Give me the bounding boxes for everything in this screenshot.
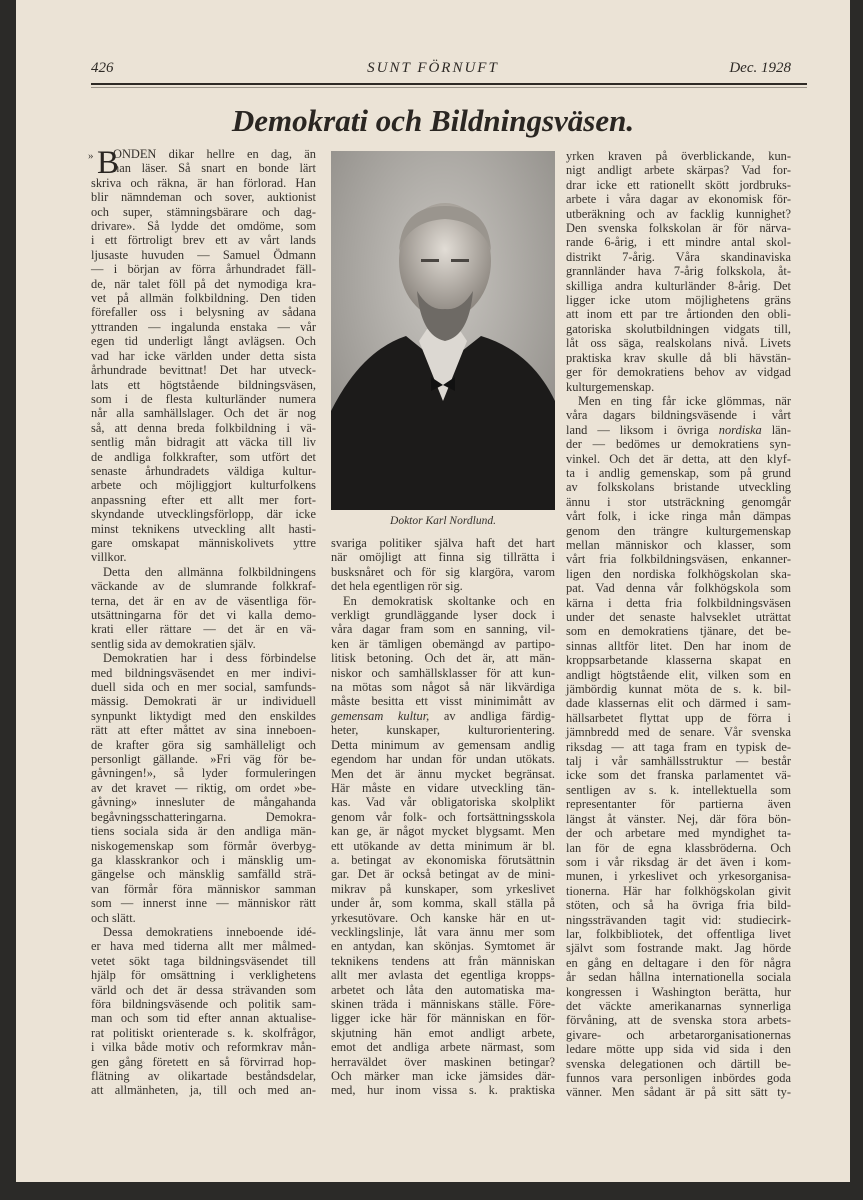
text-line: icke som det franska parlamentet vä- [566,768,791,783]
text-line: flätning av olikartade beståndsdelar, [91,1069,316,1083]
text-line: rätt att efter måttet av sina inneboen- [91,723,316,738]
text-line: blir nämndeman och sover, auktionist [91,190,316,205]
text-line: ligger icke här för människan en för- [331,1011,555,1026]
text-line: det väckte amerikanarnas synnerliga [566,998,791,1013]
header-rule-thin [91,87,807,88]
text-line: som i vår riksdag är det även i kom- [566,854,791,869]
text-line: mässig. Demokrati är ur individuell [91,694,316,709]
text-line: Detta den allmänna folkbildningens [103,564,316,579]
text-line: synpunkt liktydigt med den enskildes [91,708,316,723]
text-line: busksnåret och för sig klargöra, varom [331,564,555,579]
text-line: begåvningsschatteringarna. Demokra- [91,809,316,824]
text-line: — i början av förra århundradet fäll- [91,262,316,277]
journal-title: SUNT FÖRNUFT [367,60,499,76]
text-line: genom den trängre kulturgemenskap [566,523,791,538]
text-line: duell sida och en mer social, samfunds- [91,680,316,695]
text-line: anpassning efter ett allt mer fort- [91,492,316,507]
text-line: med, hur inom vissa s. k. praktiska [331,1083,555,1098]
text-line: de, när talet föll på det nymodiga kra- [91,276,316,291]
text-line: svenska delegationen och därtill be- [566,1056,791,1071]
text-line: gare omskapat människolivets yttre [91,535,316,550]
text-line: kongressen i Washington berätta, hur [566,984,791,999]
text-line: ga klasskrankor och i mänsklig um- [91,852,316,867]
text-line: niskogemenskap som förmår överbyg- [91,838,316,853]
text-line: sinnas alltför litet. Den har inom de [566,638,791,653]
text-line: med bildningsväsendet en mer indivi- [91,665,316,680]
text-line: funnos vara personligen inbördes goda [566,1071,791,1085]
text-line: som i de flesta kulturländer numera [91,391,316,406]
text-line: niskor och samhällsklasser för att kun- [331,665,555,680]
page-number: 426 [91,60,114,76]
text-line: väckande av de slumrande folkkraf- [91,579,316,594]
text-line: man och som tid efter annan aktualise- [91,1011,316,1026]
text-line: arbete och möjliggjort kulturfolkens [91,478,316,493]
text-line: personligt gällande. »Fri väg för be- [91,752,316,767]
text-line: de krafter göra sig samhälleligt och [91,737,316,752]
text-line: der och arbetare med myndighet ta- [566,826,791,841]
text-line: vänner. Men sådant är på sitt sätt ty- [566,1085,791,1100]
text-line: talj i vår samhällsstruktur — består [566,754,791,769]
text-line: gåvning» innesluter de mångahanda [91,795,316,810]
text-line: stöten, och så ha övriga fria bild- [566,898,791,913]
text-line: herraväldet över maskinen betingar? [331,1054,555,1069]
text-segment: län- [761,422,791,437]
text-line: måste besitta ett visst minimimått av [331,694,555,709]
text-line: yrkesutövare. Och kanske här en ut- [331,910,555,925]
text-line: skjutning hän emot andligt arbete, [331,1025,555,1040]
text-line: teknikens tendens att från människan [331,953,555,968]
issue-date: Dec. 1928 [729,60,791,76]
text-line: hällsarbetet flyttat upp de förra i [566,710,791,725]
text-line: dade klassernas elit och därmed i sam- [566,696,791,711]
text-line: riksdag — att taga fram en typisk de- [566,739,791,754]
text-line: villkor. [91,550,127,565]
text-line: och super, stämningsbärare och dag- [91,204,316,219]
text-line: senaste århundradets väldiga kultur- [91,463,316,478]
text-line: genom vår folk- och fortsättningsskola [331,809,555,824]
text-line: Dessa demokratiens inneboende idé- [103,924,316,939]
text-line: så, att denna breda folkbildning i vä- [91,420,316,435]
text-line: gängelse och mänsklig samfälld strä- [91,867,316,882]
emphasized-text: nordiska [718,422,762,437]
text-line: längst åt vänster. Nej, där föra bön- [566,811,791,826]
text-line: år sedan hållna internationella sociala [566,970,791,985]
text-line: vad har icke världen under detta sista [91,348,316,363]
text-line: andligt högtstående elit, vilken som en [566,667,791,682]
text-line: värld och det är dessa strävanden som [91,982,316,997]
text-line: grannländer hava 7-årig folkskola, åt- [566,264,791,279]
text-line: han läser. Så snart en bonde lärt [113,161,316,176]
text-line: a. betingat av ekonomiska förutsättnin [331,852,555,867]
magazine-page [16,0,850,1182]
text-line: sentlig mån bidragit att väcka till liv [91,435,316,450]
text-line: når alla samhällslager. Och det är nog [91,406,316,421]
text-line: våra dagar fram som en sanning, vil- [331,622,555,637]
text-line: tionerna. Här har folkhögskolan givit [566,883,791,898]
text-line: i ett förtroligt brev ett av vårt lands [91,233,316,248]
text-line: mellan människor och klasser, som [566,537,791,552]
text-line: vårt fria folkbildningsväsen, enkanner- [566,552,791,567]
text-column-1 [88,145,316,1098]
text-line: pat. Vad denna vår folkhögskola som [566,581,791,596]
text-line: våra dagars bildningsväsende i vårt [566,408,791,423]
text-line: minst teknikens utveckling allt hasti- [91,521,316,536]
text-line: som — innerst inne — människor rätt [91,896,316,911]
text-line: munen, i yrkeslivet och yrkesorganisa- [566,869,791,884]
text-segment: av andliga färdig- [429,708,555,723]
text-line: kärna i detta fria folkbildningsväsen [566,595,791,610]
text-line: ligger icke utom möjlighetens gräns [566,293,791,308]
text-line: kan ge, är något mycket blygsamt. Men [331,824,555,839]
text-line: förvåning, att de svenska stora arbets- [566,1013,791,1028]
text-line: van förmår föra människor samman [91,881,316,896]
text-line: en gång en deltagare i den för några [566,955,791,970]
text-line: egendom har undan för undan utökats. [331,752,555,767]
text-line: heter, kunskaper, kulturorientering. [331,723,555,738]
text-line [331,709,555,723]
text-line: Demokratien har i dess förbindelse [103,651,316,666]
text-line: ningssträvanden tagit vid: studiecirk- [566,912,791,927]
text-line: krati eller rättare — det är en vä- [91,622,316,637]
text-line: svariga politiker själva haft det hart [331,536,555,550]
text-line: na mötas som något så när likvärdiga [331,680,555,695]
text-line: praktiska krav skulle då bli hävstän- [566,350,791,365]
text-line: kas. Vad vår obligatoriska skolplikt [331,795,555,810]
text-line: vårt folk, i icke ringa mån dämpas [566,509,791,524]
text-line: lar, folkbibliotek, det offentliga livet [566,926,791,941]
text-line: vecklingslinje, låt vara ännu mer som [331,924,555,939]
text-line: jämnbredd med de senare. Vår svenska [566,725,791,740]
text-line: lan för de egna klassbröderna. Och [566,840,791,855]
text-line: ONDEN dikar hellre en dag, än [113,147,316,161]
text-line: låt oss säga, realskolans nivå. Livets [566,336,791,351]
text-line: det hela egentligen rör sig. [331,579,463,594]
text-line: ligen den nordiska folkhögskolan ska- [566,566,791,581]
text-line: vet på allmän folkbildning. Den tiden [91,291,316,306]
text-line: och slätt. [91,910,136,925]
header-rule [91,83,807,85]
text-line: kroppsarbetande klasserna skapat en [566,653,791,668]
text-line: Den svenska folkskolan är för närva- [566,221,791,236]
text-line: utberäkning och av facklig kunnighet? [566,206,791,221]
text-line: självt som fostrande makt. Jag hörde [566,941,791,956]
text-line: skilliga andra kulturländer 8-årig. Det [566,278,791,293]
text-line: lats ett högtstående bildningsväsen, [91,377,316,392]
text-line: Men det är ännu mycket begränsat. [331,766,555,781]
text-line: drar icke ett rationellt skött jordbruks- [566,177,791,192]
text-line: hjälp för omsättning i verklighetens [91,968,316,983]
text-line: förefaller oss i belysning av sådana [91,305,316,320]
text-line: gatoriska skolutbildningen vidgats till, [566,321,791,336]
text-line: ännu i stor utsträckning genomgår [566,494,791,509]
text-line: allt mer avlasta det egentliga kropps- [331,968,555,983]
text-line: jämbördig kunnat möta de s. k. bil- [566,682,791,697]
text-line: kulturgemenskap. [566,379,655,394]
text-line: Här måste en vidare utveckling tän- [331,780,555,795]
text-line: tiens sociala sida är den andliga män- [91,824,316,839]
text-line: rat politiskt orienterade s. k. skolfrågor, [91,1025,316,1040]
text-line: arbetet och låta den automatiska ma- [331,982,555,997]
text-line: arbete i våra dagar av ekonomisk för- [566,192,791,207]
text-line: representanter för partierna även [566,797,791,812]
opening-quote: » [88,150,94,162]
text-line: århundrade bevittnat! Det har utveck- [91,363,316,378]
text-line: skyndande utvecklingsförlopp, där icke [91,507,316,522]
text-line: mikrav på kunskaper, som yrkeslivet [331,881,555,896]
text-line: ett utökande av detta minimum är bl. [331,838,555,853]
article-title: Demokrati och Bildningsväsen. [231,103,635,138]
text-line: ken är tämligen obemängd av partipo- [331,636,555,651]
text-line: utsättningarna för det vi kalla demo- [91,608,316,622]
text-line: gåvningen!», så lyder formuleringen [91,766,316,781]
text-line: i vilka både motiv och reformkrav mån- [91,1040,316,1055]
text-line: skriva och räkna, är han förlorad. Han [91,175,316,190]
text-line: ljusaste huvuden — Samuel Ödmann [91,247,316,262]
text-line: vetet sökt taga bildningsväsendet till [91,953,316,968]
text-line: gen gång företett en så förvirrad hop- [91,1054,316,1069]
text-line: som en demokratiens tjänare, det be- [566,624,791,639]
text-segment: land — liksom i övriga [566,422,719,437]
text-line: vinkel. Och det är detta, att den klyf- [566,451,791,466]
portrait-photo [331,151,555,510]
photo-caption: Doktor Karl Nordlund. [390,515,496,527]
text-line: Detta minimum av gemensam andlig [331,737,555,752]
text-line: yttranden — ingalunda enstaka — vår [91,319,316,334]
text-line: gar. Det är också betingat av de mini- [331,867,555,882]
text-line: egen tid underligt långt avlägsen. Och [91,334,316,349]
text-line: av det kravet — riktig, om ordet »be- [91,780,316,795]
text-line: under det senaste halvseklet uträttat [566,610,791,624]
text-line: att inom ett par tre årtionden den obli- [566,307,791,322]
text-column-3 [566,149,791,1100]
text-line: föra bildningsväsende och politik sam- [91,996,316,1011]
text-line: litisk betoning. Och det är, att män- [331,651,555,666]
text-line: en antydan, kan skönjas. Symtomet är [331,939,555,954]
drop-cap: B [97,145,120,181]
text-line: drivare». Så lydde det omdöme, som [91,219,316,234]
text-line: rande 6-årig, i ett mindre antal skol- [566,235,791,250]
text-line: Men en ting får icke glömmas, när [578,393,791,408]
emphasized-text: gemensam kultur, [331,708,430,723]
text-line: yrken kraven på överblickande, kun- [566,149,791,163]
text-line [566,423,791,437]
text-line: er hava med tiderna allt mer målmed- [91,939,316,954]
text-column-2 [331,536,555,1098]
text-line: ta i andlig gemenskap, som på grund [566,465,791,480]
text-line: En demokratisk skoltanke och en [343,593,555,608]
text-line: under år, som komma, skall ställa på [331,896,555,911]
text-line: terna, det är en av de väsentliga för- [91,593,316,608]
text-line: sentligen av s. k. intellektuella som [566,782,791,797]
text-line: emot det andliga arbete närmast, som [331,1040,555,1055]
text-line: när omöjligt att finna sig tillrätta i [331,550,555,565]
text-line: givare- och arbetarorganisationernas [566,1027,791,1042]
text-line: ger för demokratiens behov av vidgad [566,365,791,380]
text-line: Och märker man icke jämsides där- [331,1069,555,1084]
text-line: nigt andligt arbete skärpas? Vad for- [566,163,791,178]
text-line: verkligt grundläggande lyser dock i [331,608,555,623]
text-line: skinen träda i människans ställe. Före- [331,997,555,1011]
text-line: der — bedömes ur demokratiens syn- [566,437,791,452]
text-line: att allmänheten, ja, till och med an- [91,1083,316,1098]
text-line: distrikt 7-årig. Våra skandinaviska [566,249,791,264]
text-line: ledare mötte upp sida vid sida i den [566,1042,791,1057]
text-line: de andliga folkkrafter, som utfört det [91,449,316,464]
text-line: av folkskolans bristande utveckling [566,480,791,495]
text-line: sentlig sida av demokratien själv. [91,636,256,651]
